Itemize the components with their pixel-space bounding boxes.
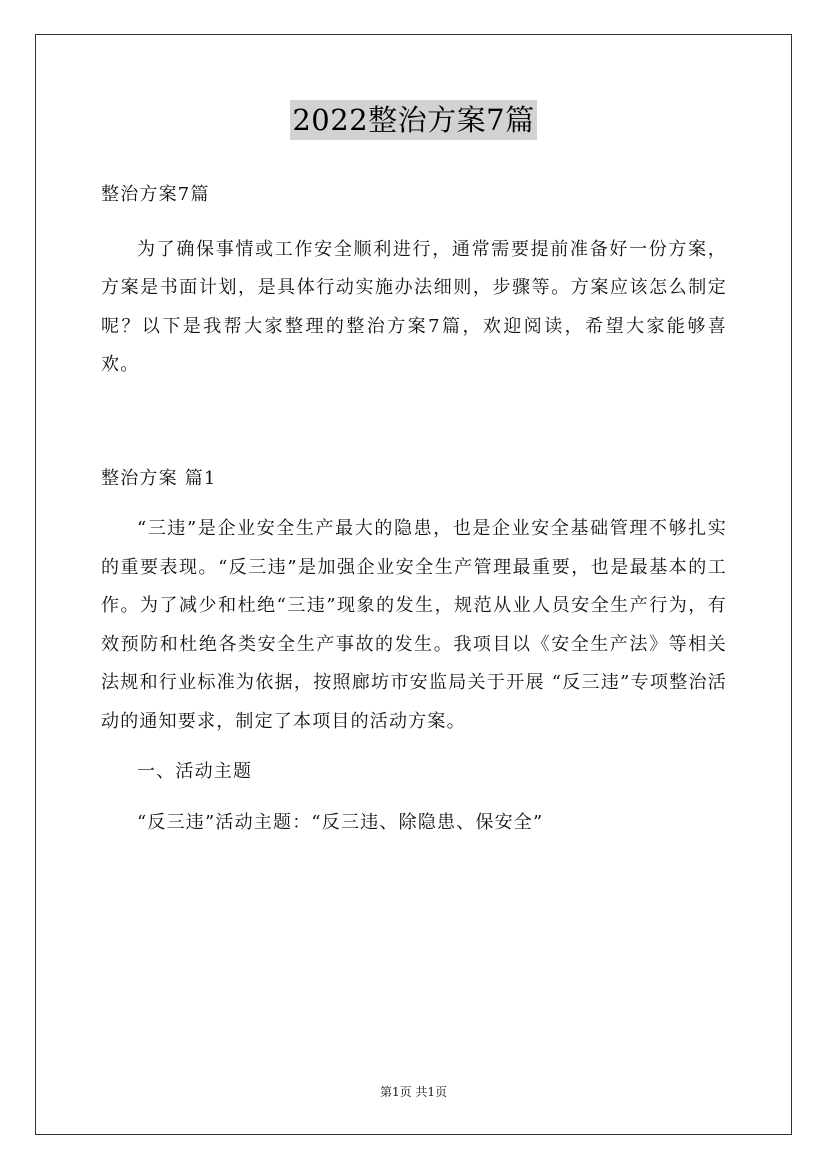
intro-paragraph: 为了确保事情或工作安全顺利进行，通常需要提前准备好一份方案，方案是书面计划，是具体行动实施办法细则，步骤等。方案应该怎么制定呢？以下是我帮大家整理的整治方案7篇，欢迎阅读，希望大家能够喜欢。 — [101, 238, 727, 375]
section-paragraph: “三违”是企业安全生产最大的隐患，也是企业安全基础管理不够扎实的重要表现。“反三违”是加强企业安全生产管理最重要，也是最基本的工作。为了减少和杜绝“三违”现象的发生，规范从业人员安全生产行为，有效预防和杜绝各类安全生产事故的发生。我项目以《安全生产法》等相关法规和行业标准为依据，按照廊坊市安监局关于开展 “反三违”专项整治活动的通知要求，制定了本项目的活动方案。 — [101, 518, 727, 732]
title-container — [0, 100, 827, 140]
spacer — [101, 741, 727, 753]
subheading-activity-theme: 一、活动主题 — [137, 761, 253, 782]
document-body — [101, 176, 727, 842]
page-footer: 第1页 共1页 — [379, 1085, 448, 1099]
section-heading: 整治方案 篇1 — [101, 467, 217, 489]
spacer — [101, 385, 727, 460]
spacer — [101, 498, 727, 510]
document-subtitle: 整治方案7篇 — [101, 184, 210, 205]
document-title: 2022整治方案7篇 — [290, 100, 536, 140]
spacer — [101, 792, 727, 804]
theme-paragraph: “反三违”活动主题：“反三违、除隐患、保安全” — [137, 811, 544, 833]
spacer — [101, 215, 727, 231]
